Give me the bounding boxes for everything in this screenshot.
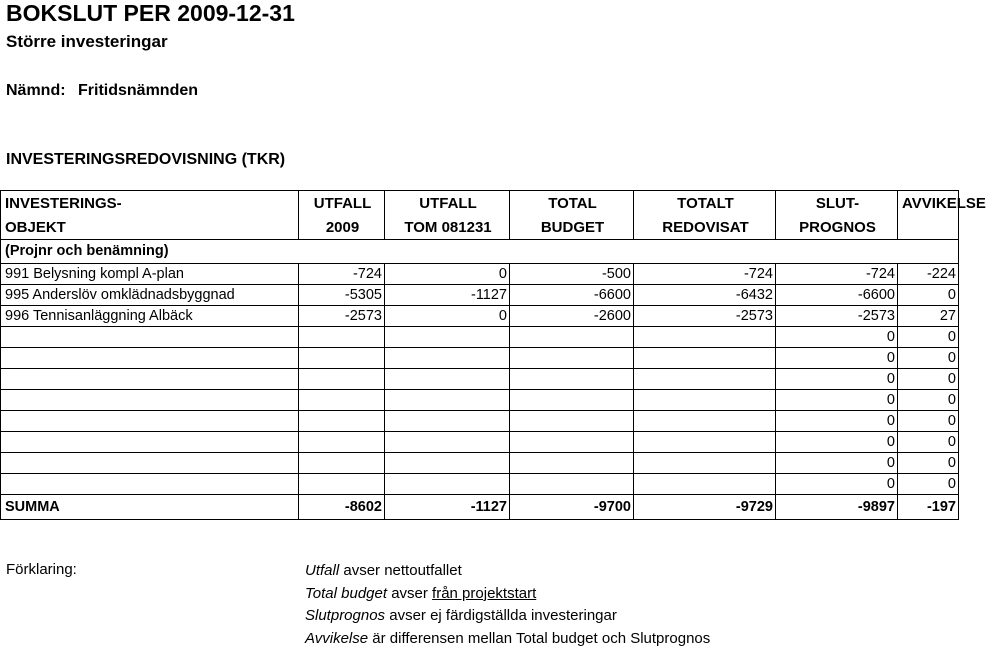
page-subtitle: Större investeringar [6,32,168,52]
row-utfall-tom: -1127 [385,285,510,306]
col-header-objekt-2: OBJEKT [1,217,299,240]
row-total-budget [510,411,634,432]
row-totalt-redovisat [634,411,776,432]
row-slutprognos: -724 [776,264,898,285]
row-slutprognos: 0 [776,348,898,369]
row-name [1,474,299,495]
table-row [1,369,959,390]
row-total-budget [510,369,634,390]
row-totalt-redovisat [634,369,776,390]
row-slutprognos: 0 [776,453,898,474]
row-name [1,453,299,474]
table-row [1,348,959,369]
row-slutprognos: -6600 [776,285,898,306]
table-row [1,327,959,348]
explanation-term: Total budget [305,585,387,602]
explanation-text: avser nettoutfallet [339,562,462,579]
row-totalt-redovisat: -6432 [634,285,776,306]
row-utfall-tom [385,411,510,432]
row-utfall-tom [385,390,510,411]
row-total-budget [510,474,634,495]
explanation-text: avser ej färdigställda investeringar [385,607,617,624]
row-name [1,390,299,411]
col-header-totalt-redovisat-1: TOTALT [634,191,776,218]
row-name [1,348,299,369]
page-title: BOKSLUT PER 2009-12-31 [6,0,295,26]
data-rows [1,264,959,495]
row-total-budget: -2600 [510,306,634,327]
row-name [1,411,299,432]
row-avvikelse: -224 [898,264,959,285]
row-slutprognos: 0 [776,474,898,495]
row-totalt-redovisat: -724 [634,264,776,285]
row-totalt-redovisat [634,432,776,453]
explanation-line [305,605,710,628]
row-totalt-redovisat [634,348,776,369]
col-header-totalt-redovisat-2: REDOVISAT [634,217,776,240]
explanation-underlined: från projektstart [432,585,536,602]
explanation-term: Avvikelse [305,630,368,647]
row-slutprognos: 0 [776,327,898,348]
namnd-value: Fritidsnämnden [78,81,198,101]
row-name [1,369,299,390]
explanation-text: avser [387,585,432,602]
col-header-avvikelse-2 [898,217,959,240]
row-utfall-2009 [299,474,385,495]
row-utfall-2009 [299,390,385,411]
summary-avvikelse: -197 [898,495,959,520]
col-header-avvikelse-1: AVVIKELSE [898,191,959,218]
summary-totalt-redovisat: -9729 [634,495,776,520]
table-row [1,390,959,411]
row-utfall-2009 [299,432,385,453]
col-header-total-budget-1: TOTAL [510,191,634,218]
summary-utfall-tom: -1127 [385,495,510,520]
row-avvikelse: 0 [898,369,959,390]
row-total-budget [510,453,634,474]
summary-utfall-2009: -8602 [299,495,385,520]
header-row-2 [1,217,959,240]
explanation-label: Förklaring: [6,560,77,580]
row-name: 991 Belysning kompl A-plan [1,264,299,285]
row-slutprognos: 0 [776,390,898,411]
row-name: 995 Anderslöv omklädnadsbyggnad [1,285,299,306]
explanation-term: Utfall [305,562,339,579]
col-header-utfall-2009-2: 2009 [299,217,385,240]
row-utfall-2009 [299,453,385,474]
row-utfall-2009 [299,327,385,348]
row-utfall-tom [385,453,510,474]
row-total-budget [510,327,634,348]
row-totalt-redovisat: -2573 [634,306,776,327]
header-row-3 [1,240,959,264]
explanation-line [305,583,710,606]
table-row [1,474,959,495]
row-total-budget: -6600 [510,285,634,306]
row-total-budget [510,432,634,453]
row-utfall-tom [385,369,510,390]
investment-table [0,190,959,520]
row-avvikelse: 0 [898,348,959,369]
col-header-utfall-2009-1: UTFALL [299,191,385,218]
row-total-budget [510,348,634,369]
row-avvikelse: 0 [898,453,959,474]
row-utfall-tom [385,348,510,369]
row-totalt-redovisat [634,453,776,474]
table-row [1,432,959,453]
explanation-line [305,628,710,650]
namnd-label: Nämnd: [6,81,66,101]
row-utfall-2009 [299,411,385,432]
row-avvikelse: 0 [898,327,959,348]
row-slutprognos: 0 [776,411,898,432]
explanation-term: Slutprognos [305,607,385,624]
row-utfall-tom [385,327,510,348]
row-total-budget: -500 [510,264,634,285]
col-header-objekt-1: INVESTERINGS- [1,191,299,218]
row-utfall-2009 [299,348,385,369]
col-header-total-budget-2: BUDGET [510,217,634,240]
explanation-lines [305,560,710,650]
col-header-slutprognos-1: SLUT- [776,191,898,218]
row-utfall-2009: -724 [299,264,385,285]
row-utfall-2009: -2573 [299,306,385,327]
section-title: INVESTERINGSREDOVISNING (TKR) [6,150,285,170]
row-avvikelse: 0 [898,411,959,432]
col-header-projnr: (Projnr och benämning) [1,240,959,264]
summary-row [1,495,959,520]
row-avvikelse: 0 [898,285,959,306]
explanation-text: är differensen mellan Total budget och Slutprognos [368,630,710,647]
row-utfall-tom [385,474,510,495]
col-header-utfall-tom-2: TOM 081231 [385,217,510,240]
row-avvikelse: 27 [898,306,959,327]
header-row-1 [1,191,959,218]
row-utfall-2009: -5305 [299,285,385,306]
row-utfall-2009 [299,369,385,390]
row-slutprognos: 0 [776,432,898,453]
row-totalt-redovisat [634,474,776,495]
row-totalt-redovisat [634,327,776,348]
row-avvikelse: 0 [898,390,959,411]
row-avvikelse: 0 [898,474,959,495]
col-header-utfall-tom-1: UTFALL [385,191,510,218]
row-total-budget [510,390,634,411]
table-row [1,306,959,327]
col-header-slutprognos-2: PROGNOS [776,217,898,240]
row-totalt-redovisat [634,390,776,411]
table-row [1,453,959,474]
row-name [1,432,299,453]
row-utfall-tom [385,432,510,453]
summary-slutprognos: -9897 [776,495,898,520]
row-name [1,327,299,348]
row-name: 996 Tennisanläggning Albäck [1,306,299,327]
row-slutprognos: 0 [776,369,898,390]
row-slutprognos: -2573 [776,306,898,327]
row-avvikelse: 0 [898,432,959,453]
summary-label: SUMMA [1,495,299,520]
summary-total-budget: -9700 [510,495,634,520]
explanation-line [305,560,710,583]
table-row [1,285,959,306]
table-row [1,411,959,432]
table-row [1,264,959,285]
row-utfall-tom: 0 [385,264,510,285]
row-utfall-tom: 0 [385,306,510,327]
